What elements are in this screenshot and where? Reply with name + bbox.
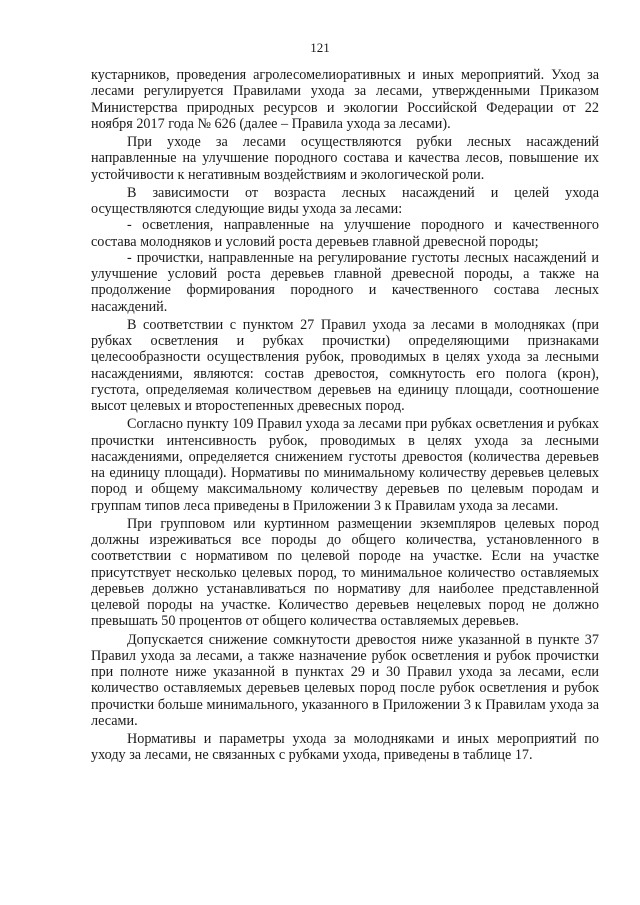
paragraph: При уходе за лесами осуществляются рубки лесных насаждений направленные на улучшение породного состава и качества лесов, повышение их устойчивости к негативным воздействиям и экологической роли.: [91, 134, 599, 183]
page-number: 121: [310, 40, 330, 55]
paragraph: кустарников, проведения агролесомелиоративных и иных мероприятий. Уход за лесами регулируется Правилами ухода за лесами, утвержденными Приказом Министерства природных ресурсов и экологии Российской Федерации от 22 ноября 2017 года № 626 (далее – Правила ухода за лесами).: [91, 67, 599, 132]
list-item: - прочистки, направленные на регулирование густоты лесных насаждений и улучшение условий роста деревьев главной древесной породы, а также на продолжение формирования породного и качественного состава лесных насаждений.: [91, 249, 599, 315]
paragraph: В соответствии с пунктом 27 Правил ухода за лесами в молодняках (при рубках осветления и рубках прочистки) определяющими признаками целесообразности осуществления рубок, проводимых в целях ухода за лесными насаждениями, являются: состав древостоя, сомкнутость его полога (крон), густота, определяемая количеством деревьев на единицу площади, соотношение высот целевых и второстепенных древесных пород.: [91, 316, 599, 414]
paragraph: В зависимости от возраста лесных насаждений и целей ухода осуществляются следующие виды ухода за лесами:: [91, 184, 599, 217]
paragraph: Нормативы и параметры ухода за молодняками и иных мероприятий по уходу за лесами, не связанных с рубками ухода, приведены в таблице 17.: [91, 731, 599, 764]
paragraph: Согласно пункту 109 Правил ухода за лесами при рубках осветления и рубках прочистки интенсивность рубок, проводимых в целях ухода за лесными насаждениями, определяется снижением густоты древостоя (количества деревьев на единицу площади). Нормативы по минимальному количеству деревьев целевых пород и общему максимальному количеству деревьев по целевым породам и группам типов леса приведены в Приложении 3 к Правилам ухода за лесами.: [91, 416, 599, 514]
body-text: [91, 67, 599, 764]
paragraph: При групповом или куртинном размещении экземпляров целевых пород должны изреживаться все породы до общего количества, установленного в соответствии с нормативом по целевой породе на участке. Если на участке присутствует несколько целевых пород, то минимальное количество оставляемых деревьев должно устанавливаться по нормативу для наиболее представленной целевой породы на участке. Количество деревьев нецелевых пород не должно превышать 50 процентов от общего количества оставляемых деревьев.: [91, 515, 599, 630]
list-item: - осветления, направленные на улучшение породного и качественного состава молодняков и условий роста деревьев главной древесной породы;: [91, 217, 599, 250]
paragraph: Допускается снижение сомкнутости древостоя ниже указанной в пункте 37 Правил ухода за лесами, а также назначение рубок осветления и рубок прочистки при полноте ниже указанной в пунктах 29 и 30 Правил ухода за лесами, если количество оставляемых деревьев целевых пород после рубок осветления и рубок прочистки больше минимального, указанного в Приложении 3 к Правилам ухода за лесами.: [91, 631, 599, 729]
